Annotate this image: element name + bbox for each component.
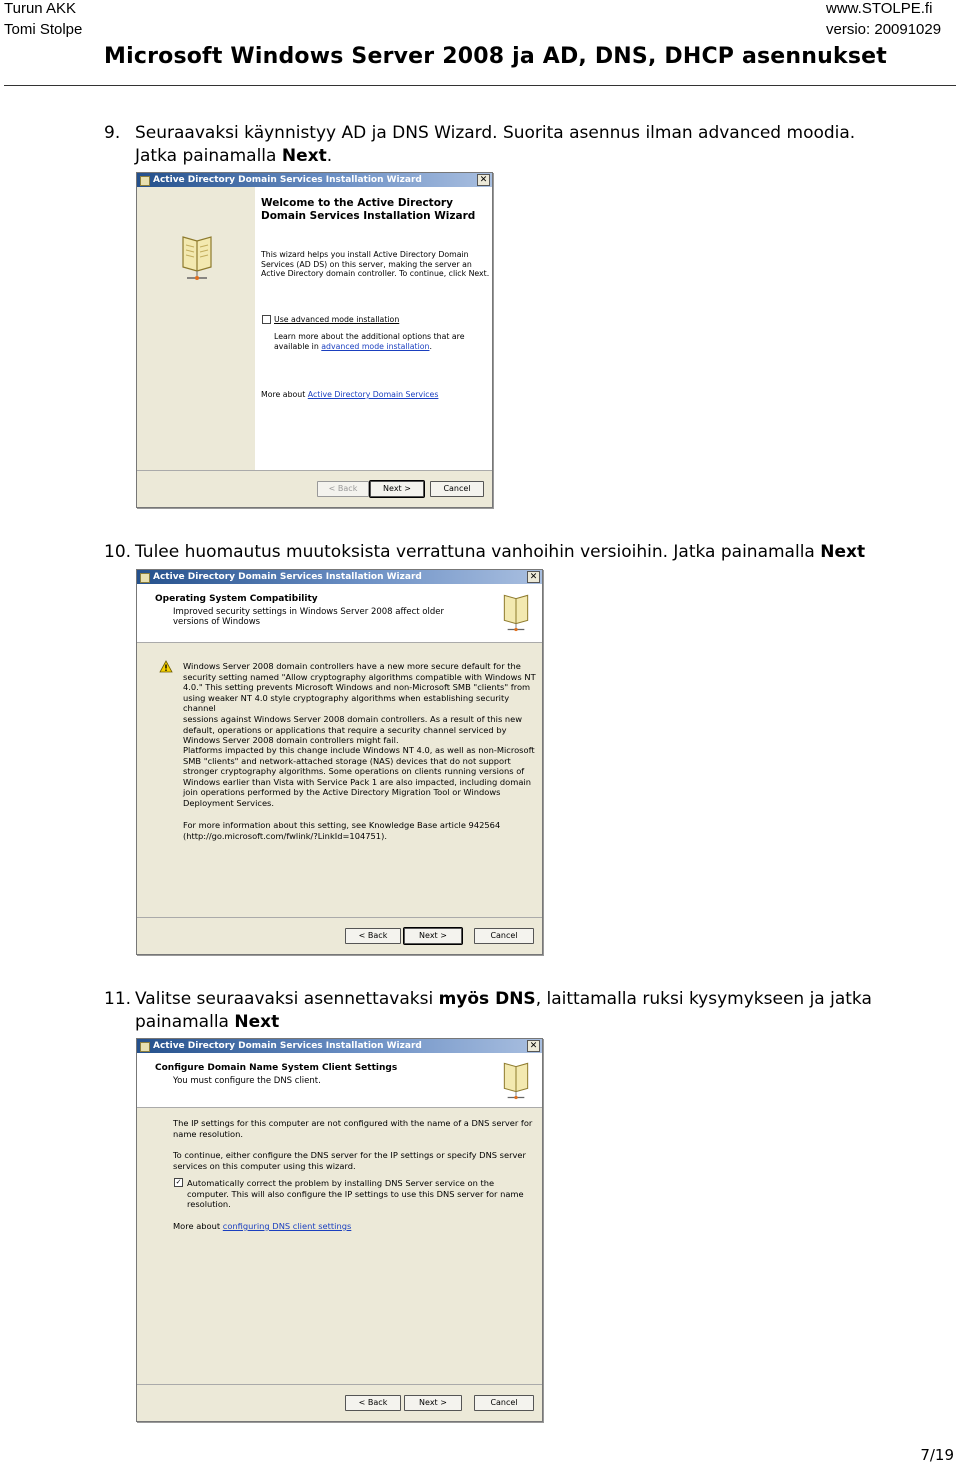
para-line: sessions against Windows Server 2008 domain controllers. As a result of this new <box>183 713 523 724</box>
wizard-body <box>137 643 542 918</box>
header-author: Tomi Stolpe <box>4 21 83 38</box>
more-prefix: More about <box>173 1221 223 1231</box>
window-title: Active Directory Domain Services Installation Wizard <box>153 175 422 185</box>
compat-para-3 <box>183 820 500 841</box>
step-text-line1 <box>135 541 865 564</box>
wizard-footer <box>137 917 542 954</box>
next-button[interactable]: Next > <box>404 928 462 944</box>
step-bold: Next <box>234 1012 280 1032</box>
intro-text <box>261 250 489 279</box>
header-divider <box>4 85 956 86</box>
step-number: 11. <box>104 989 132 1009</box>
dns-para-2 <box>173 1150 526 1171</box>
para-line: Windows Server 2008 domain controllers have a new more secure default for the <box>183 661 521 671</box>
auto-correct-label[interactable] <box>187 1178 524 1210</box>
book-icon <box>501 1058 531 1102</box>
header-site: www.STOLPE.fi <box>826 0 933 17</box>
para-line: Windows earlier than Vista with Service Pack 1 are also impacted, including domain <box>183 776 531 787</box>
wizard-content <box>255 187 492 471</box>
para-line: For more information about this setting, see Knowledge Base article 942564 <box>183 820 501 830</box>
wizard-window-compatibility <box>136 569 543 955</box>
para-line: Platforms impacted by this change include Windows NT 4.0, as well as non-Microsoft <box>183 745 535 755</box>
step-10 <box>104 541 944 565</box>
step-text: Jatka painamalla <box>135 146 282 166</box>
learn-line: Learn more about the additional options that are <box>274 332 465 341</box>
compat-para-1 <box>183 661 542 746</box>
close-icon[interactable]: ✕ <box>527 571 540 583</box>
header-org: Turun AKK <box>4 0 76 17</box>
wizard-header <box>137 1053 542 1108</box>
wizard-footer <box>137 470 492 507</box>
para-line: name resolution. <box>173 1128 243 1139</box>
cancel-button[interactable]: Cancel <box>430 481 484 497</box>
header-subtitle: You must configure the DNS client. <box>173 1076 321 1086</box>
heading-line: Domain Services Installation Wizard <box>261 210 476 222</box>
advanced-mode-checkbox[interactable] <box>262 315 271 324</box>
advanced-mode-link[interactable]: advanced mode installation <box>321 341 430 351</box>
more-prefix: More about <box>261 390 308 399</box>
dns-client-link[interactable]: configuring DNS client settings <box>222 1221 352 1231</box>
step-text-line2 <box>135 1011 279 1034</box>
para-line: stronger cryptography algorithms. Some operations on clients running versions of <box>183 766 525 777</box>
intro-line: Active Directory domain controller. To continue, click Next. <box>261 269 490 278</box>
step-text: painamalla <box>135 1012 235 1032</box>
more-about-text <box>261 390 438 400</box>
wizard-window-dns-client <box>136 1038 543 1422</box>
learn-more-text <box>274 332 465 351</box>
dns-para-1 <box>173 1118 532 1139</box>
para-line: services on this computer using this wizard. <box>173 1160 356 1171</box>
heading-line: Welcome to the Active Directory <box>261 197 453 209</box>
window-title: Active Directory Domain Services Installation Wizard <box>153 572 422 582</box>
check-line: computer. This will also configure the IP settings to use this DNS server for name <box>187 1188 524 1199</box>
next-button[interactable]: Next > <box>404 1395 462 1411</box>
back-button[interactable]: < Back <box>345 1395 401 1411</box>
intro-line: Services (AD DS) on this server, making the server an <box>261 259 472 269</box>
book-icon <box>179 231 215 283</box>
step-text: Tulee huomautus muutoksista verrattuna vanhoihin versioihin. Jatka painamalla <box>135 542 821 562</box>
check-line: resolution. <box>187 1199 231 1210</box>
warning-icon <box>159 660 173 673</box>
para-line: Deployment Services. <box>183 797 275 808</box>
close-icon[interactable]: ✕ <box>477 174 490 186</box>
step-11 <box>104 988 944 1036</box>
book-icon <box>501 590 531 634</box>
step-text-line1: Seuraavaksi käynnistyy AD ja DNS Wizard. Suorita asennus ilman advanced moodia. <box>135 123 856 143</box>
para-line: 4.0." This setting prevents Microsoft Windows and non-Microsoft SMB "clients" from <box>183 682 531 693</box>
title-bar <box>137 570 542 584</box>
advanced-mode-label[interactable]: Use advanced mode installation <box>274 315 400 324</box>
compat-para-2 <box>183 745 535 809</box>
page-title: Microsoft Windows Server 2008 ja AD, DNS, DHCP asennukset <box>104 44 887 69</box>
app-icon <box>140 1042 150 1052</box>
app-icon <box>140 176 150 186</box>
learn-prefix: available in <box>274 341 322 351</box>
step-text-line2 <box>135 145 332 168</box>
step-text-suffix: . <box>326 146 333 166</box>
check-line: Automatically correct the problem by installing DNS Server service on the <box>187 1178 495 1188</box>
para-line: security setting named "Allow cryptography algorithms compatible with Windows NT <box>183 671 536 682</box>
more-about-text <box>173 1221 351 1232</box>
header-version: versio: 20091029 <box>826 21 942 38</box>
step-bold: Next <box>820 542 866 562</box>
wizard-sidebar <box>137 187 255 471</box>
step-bold: Next <box>281 146 327 166</box>
title-bar <box>137 173 492 187</box>
app-icon <box>140 573 150 583</box>
step-text-suffix: , laittamalla ruksi kysymykseen ja jatka <box>535 989 872 1009</box>
learn-suffix: . <box>429 341 432 351</box>
header-title: Configure Domain Name System Client Settings <box>155 1063 398 1073</box>
step-bold: myös DNS <box>438 989 536 1009</box>
wizard-header <box>137 584 542 643</box>
step-number: 9. <box>104 123 121 143</box>
header-title: Operating System Compatibility <box>155 594 318 604</box>
para-line: join operations performed by the Active Directory Migration Tool or Windows <box>183 787 501 798</box>
para-line: SMB "clients" and network-attached storage (NAS) devices that do not support <box>183 755 511 766</box>
step-text-line1 <box>135 988 872 1011</box>
intro-line: This wizard helps you install Active Directory Domain <box>261 250 469 259</box>
header-subtitle: Improved security settings in Windows Server 2008 affect older versions of Windows <box>173 607 444 627</box>
para-line: (http://go.microsoft.com/fwlink/?LinkId=104751). <box>183 830 387 841</box>
para-line: Windows Server 2008 domain controllers might fail. <box>183 735 399 746</box>
wizard-window-welcome <box>136 172 493 508</box>
title-bar <box>137 1039 542 1053</box>
para-line: using weaker NT 4.0 style cryptography algorithms when establishing security channel <box>183 692 510 714</box>
step-9 <box>104 122 944 170</box>
step-number: 10. <box>104 542 132 562</box>
back-button[interactable]: < Back <box>317 481 369 497</box>
wizard-footer <box>137 1384 542 1421</box>
welcome-heading <box>261 197 475 223</box>
next-button[interactable]: Next > <box>370 481 424 497</box>
back-button[interactable]: < Back <box>345 928 401 944</box>
para-line: default, operations or applications that require a security channel serviced by <box>183 724 507 735</box>
para-line: The IP settings for this computer are not configured with the name of a DNS server for <box>173 1118 533 1128</box>
wizard-body <box>137 1108 542 1385</box>
cancel-button[interactable]: Cancel <box>474 928 534 944</box>
auto-correct-checkbox[interactable]: ✓ <box>175 1178 182 1186</box>
cancel-button[interactable]: Cancel <box>474 1395 534 1411</box>
para-line: To continue, either configure the DNS server for the IP settings or specify DNS server <box>173 1150 526 1160</box>
window-title: Active Directory Domain Services Installation Wizard <box>153 1041 422 1051</box>
learn-line-2 <box>274 342 465 352</box>
step-text: Valitse seuraavaksi asennettavaksi <box>135 989 439 1009</box>
page-number: 7/19 <box>920 1446 954 1464</box>
close-icon[interactable]: ✕ <box>527 1040 540 1052</box>
ad-ds-link[interactable]: Active Directory Domain Services <box>307 390 439 399</box>
